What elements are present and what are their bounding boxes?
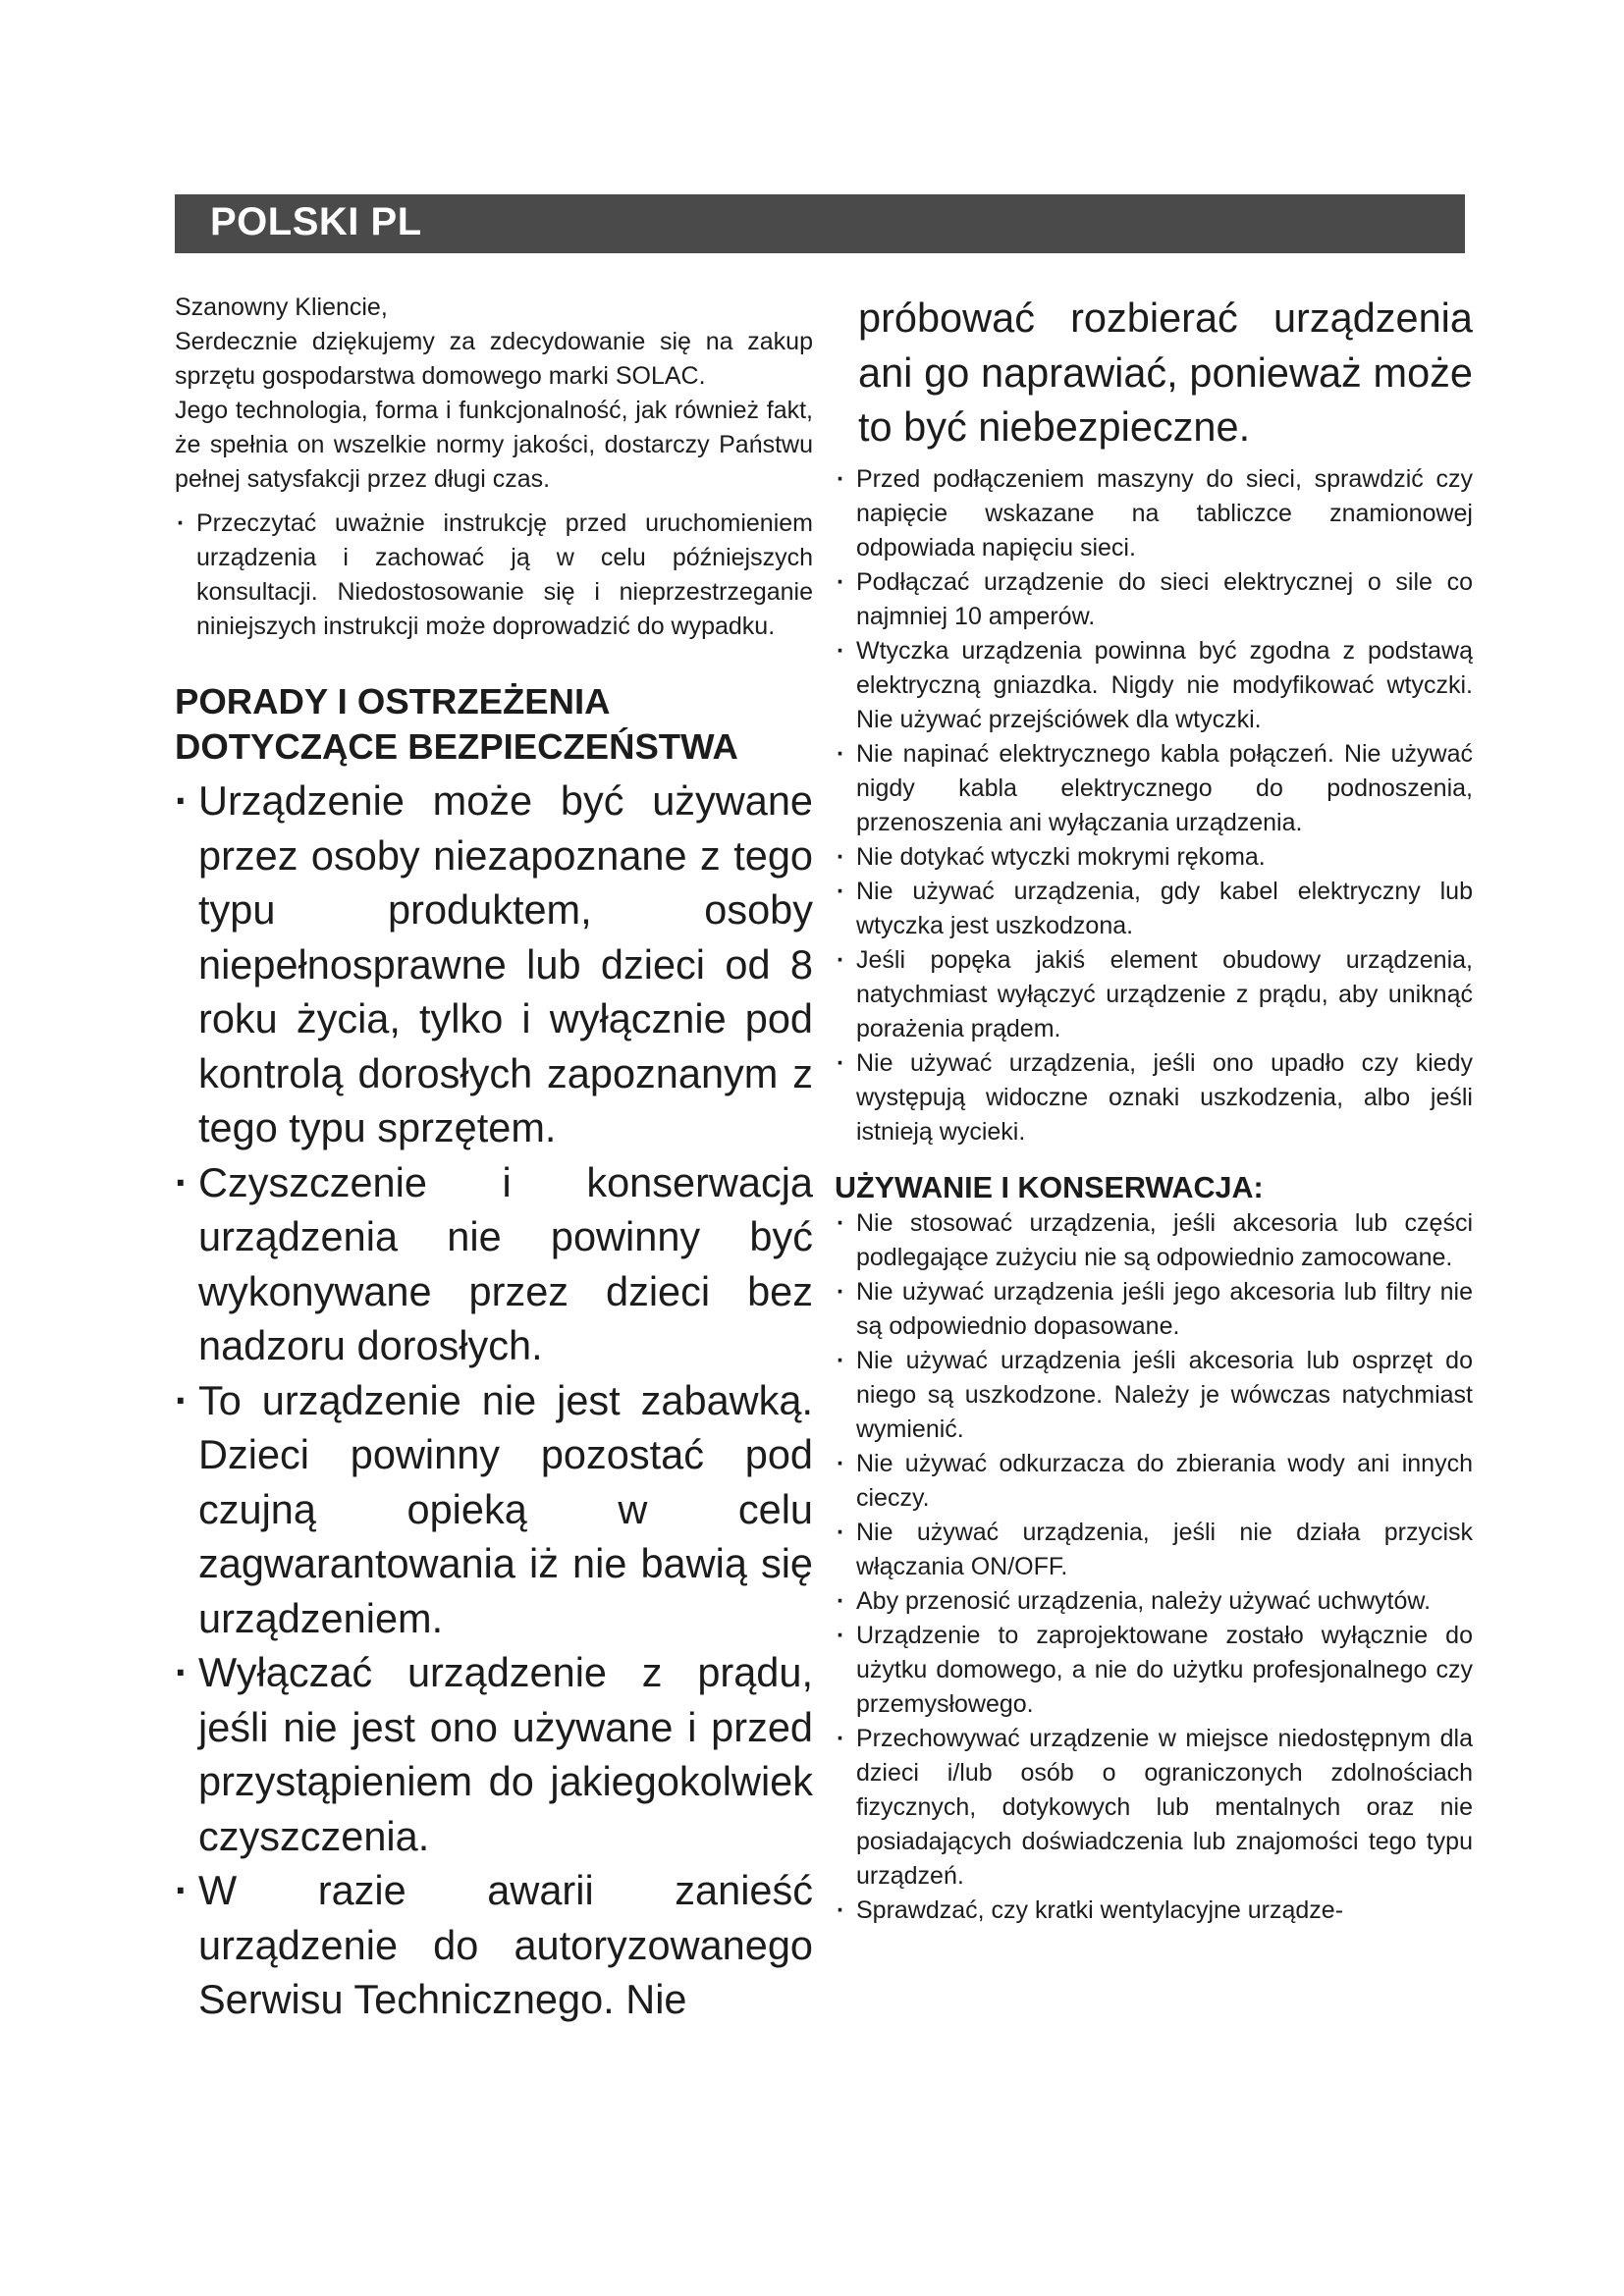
list-item: · Nie używać urządzenia, gdy kabel elektryczny lub wtyczka jest uszkodzona. bbox=[835, 875, 1473, 943]
list-item: · Aby przenosić urządzenia, należy używać uchwytów. bbox=[835, 1584, 1473, 1619]
section-heading-safety: PORADY I OSTRZEŻENIA DOTYCZĄCE BEZPIECZEŃSTWA bbox=[175, 681, 738, 767]
list-item: · Wtyczka urządzenia powinna być zgodna z podstawą elektryczną gniazdka. Nigdy nie modyfikować wtyczki. Nie używać przejściówek dla wtyczki. bbox=[835, 634, 1473, 737]
list-item: · Przed podłączeniem maszyny do sieci, sprawdzić czy napięcie wskazane na tabliczce znamionowej odpowiada napięciu sieci. bbox=[835, 462, 1473, 565]
list-item: · Przeczytać uważnie instrukcję przed uruchomieniem urządzenia i zachować ją w celu późniejszych konsultacji. Niedostosowanie się i nieprzestrzeganie niniejszych instrukcji może doprowadzić do wypadku. bbox=[175, 507, 813, 644]
intro-quality: Jego technologia, forma i funkcjonalność, jak również fakt, że spełnia on wszelkie normy jakości, dostarczy Państwu pełnej satysfakcji przez długi czas. bbox=[175, 397, 813, 493]
language-title: POLSKI PL bbox=[210, 200, 422, 243]
right-column bbox=[835, 291, 1473, 1928]
left-column bbox=[175, 291, 813, 2027]
list-item: · Przechowywać urządzenie w miejsce niedostępnym dla dzieci i/lub osób o ograniczonych zdolnościach fizycznych, dotykowych lub mentalnych oraz nie posiadających doświadczenia lub znajomości tego typu urządzeń. bbox=[835, 1722, 1473, 1894]
list-item: · Nie napinać elektrycznego kabla połączeń. Nie używać nigdy kabla elektrycznego do podnoszenia, przenoszenia ani wyłączania urządzenia. bbox=[835, 737, 1473, 840]
intro-list bbox=[175, 507, 813, 644]
list-item: · Nie dotykać wtyczki mokrymi rękoma. bbox=[835, 840, 1473, 875]
list-item: · Nie stosować urządzenia, jeśli akcesoria lub części podlegające zużyciu nie są odpowiednio zamocowane. bbox=[835, 1206, 1473, 1275]
usage-maintenance-list bbox=[835, 1206, 1473, 1928]
list-item: · Jeśli popęka jakiś element obudowy urządzenia, natychmiast wyłączyć urządzenie z prądu, aby uniknąć porażenia prądem. bbox=[835, 943, 1473, 1046]
intro-thanks: Serdecznie dziękujemy za zdecydowanie się na zakup sprzętu gospodarstwa domowego marki SOLAC. bbox=[175, 328, 813, 390]
safety-warnings-list bbox=[175, 774, 813, 2027]
list-item: · Podłączać urządzenie do sieci elektrycznej o sile co najmniej 10 amperów. bbox=[835, 565, 1473, 634]
list-item: · W razie awarii zanieść urządzenie do autoryzowanego Serwisu Technicznego. Nie bbox=[175, 1863, 813, 2027]
list-item: · Nie używać odkurzacza do zbierania wody ani innych cieczy. bbox=[835, 1447, 1473, 1516]
list-item: · Nie używać urządzenia jeśli akcesoria lub osprzęt do niego są uszkodzone. Należy je wówczas natychmiast wymienić. bbox=[835, 1344, 1473, 1447]
list-item: · Nie używać urządzenia, jeśli ono upadło czy kiedy występują widoczne oznaki uszkodzenia, albo jeśli istnieją wycieki. bbox=[835, 1046, 1473, 1149]
list-item: · Nie używać urządzenia, jeśli nie działa przycisk włączania ON/OFF. bbox=[835, 1516, 1473, 1584]
list-item: · Urządzenie może być używane przez osoby niezapoznane z tego typu produktem, osoby niepełnosprawne lub dzieci od 8 roku życia, tylko i wyłącznie pod kontrolą dorosłych zapoznanym z tego typu sprzętem. bbox=[175, 774, 813, 1155]
list-item: · Sprawdzać, czy kratki wentylacyjne urządze- bbox=[835, 1894, 1473, 1928]
language-header-bar bbox=[175, 194, 1465, 253]
list-item: · Nie używać urządzenia jeśli jego akcesoria lub filtry nie są odpowiednio dopasowane. bbox=[835, 1275, 1473, 1344]
warning-continuation: próbować rozbierać urządzenia ani go naprawiać, ponieważ może to być niebezpieczne. bbox=[858, 294, 1473, 450]
section-heading-usage: UŻYWANIE I KONSERWACJA: bbox=[835, 1170, 1264, 1204]
list-item: · Czyszczenie i konserwacja urządzenia nie powinny być wykonywane przez dzieci bez nadzoru dorosłych. bbox=[175, 1155, 813, 1373]
list-item: · To urządzenie nie jest zabawką. Dzieci powinny pozostać pod czujną opieką w celu zagwarantowania iż nie bawią się urządzeniem. bbox=[175, 1373, 813, 1646]
electrical-safety-list bbox=[835, 462, 1473, 1149]
list-item: · Wyłączać urządzenie z prądu, jeśli nie jest ono używane i przed przystąpieniem do jakiegokolwiek czyszczenia. bbox=[175, 1645, 813, 1863]
greeting: Szanowny Kliencie, bbox=[175, 294, 388, 321]
list-item: · Urządzenie to zaprojektowane zostało wyłącznie do użytku domowego, a nie do użytku profesjonalnego czy przemysłowego. bbox=[835, 1619, 1473, 1722]
